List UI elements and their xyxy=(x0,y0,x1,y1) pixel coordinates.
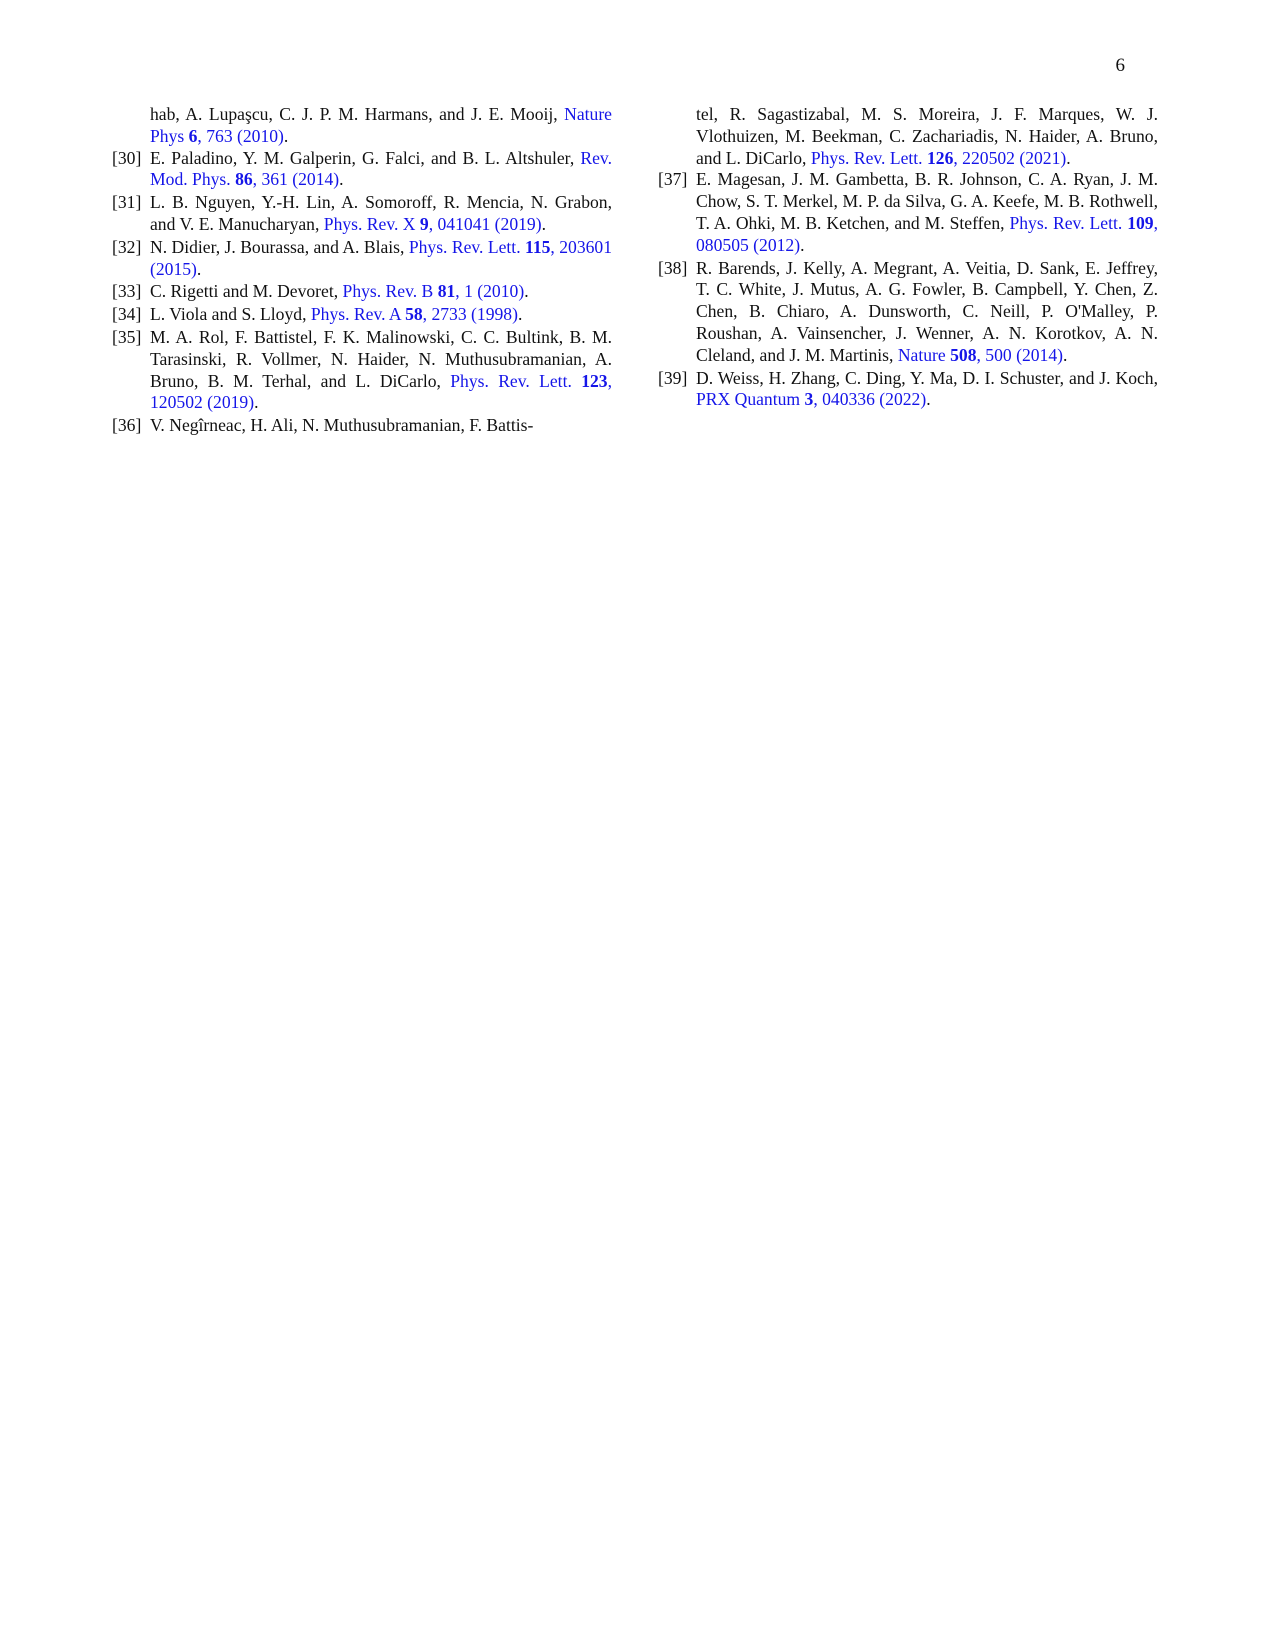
reference-authors: tel, R. Sagastizabal, M. S. Moreira, J. F. Marques, W. J. Vlothuizen, M. Beekman, C. Zachariadis, N. Haider, A. Bruno, and L. DiCarlo, xyxy=(696,104,1158,168)
reference-entry: [35] M. A. Rol, F. Battistel, F. K. Malinowski, C. C. Bultink, B. M. Tarasinski, R. Vollmer, N. Haider, N. Muthusubramanian, A. Bruno, B. M. Terhal, and L. DiCarlo, Phys. Rev. Lett. 123, 120502 (2019). xyxy=(112,326,612,413)
reference-authors: E. Paladino, Y. M. Galperin, G. Falci, and B. L. Altshuler, xyxy=(150,147,581,168)
reference-number: [39] xyxy=(658,367,688,388)
reference-link[interactable]: Phys. Rev. X 9, 041041 (2019) xyxy=(323,213,542,234)
reference-number: [36] xyxy=(112,415,142,436)
reference-link[interactable]: Phys. Rev. Lett. 123, 120502 (2019) xyxy=(150,370,612,413)
reference-number: [35] xyxy=(112,326,142,347)
reference-continuation: hab, A. Lupaşcu, C. J. P. M. Harmans, and J. E. Mooij, Nature Phys 6, 763 (2010). xyxy=(150,104,612,146)
reference-number: [34] xyxy=(112,304,142,325)
reference-entry: [34] L. Viola and S. Lloyd, Phys. Rev. A 58, 2733 (1998). xyxy=(112,304,523,325)
reference-number: [32] xyxy=(112,236,142,257)
references-right-column xyxy=(658,104,1158,411)
reference-entry: [31] L. B. Nguyen, Y.-H. Lin, A. Somoroff, R. Mencia, N. Grabon, and V. E. Manucharyan, Phys. Rev. X 9, 041041 (2019). xyxy=(112,192,612,234)
reference-entry: [37] E. Magesan, J. M. Gambetta, B. R. Johnson, C. A. Ryan, J. M. Chow, S. T. Merkel, M. P. da Silva, G. A. Keefe, M. B. Rothwell, T. A. Ohki, M. B. Ketchen, and M. Steffen, Phys. Rev. Lett. 109, 080505 (2012). xyxy=(658,169,1158,255)
reference-entry: [39] D. Weiss, H. Zhang, C. Ding, Y. Ma, D. I. Schuster, and J. Koch, PRX Quantum 3, 040336 (2022). xyxy=(658,367,1158,410)
reference-number: [33] xyxy=(112,281,142,302)
reference-authors: R. Barends, J. Kelly, A. Megrant, A. Veitia, D. Sank, E. Jeffrey, T. C. White, J. Mutus, A. G. Fowler, B. Campbell, Y. Chen, Z. Chen, B. Chiaro, A. Dunsworth, C. Neill, P. O'Malley, P. Roushan, A. Vainsencher, J. Wenner, A. N. Korotkov, A. N. Cleland, and J. M. Martinis, xyxy=(696,257,1158,365)
reference-entry: [32] N. Didier, J. Bourassa, and A. Blais, Phys. Rev. Lett. 115, 203601 (2015). xyxy=(112,236,613,279)
reference-number: [30] xyxy=(112,147,142,168)
reference-authors: M. A. Rol, F. Battistel, F. K. Malinowski, C. C. Bultink, B. M. Tarasinski, R. Vollmer, N. Haider, N. Muthusubramanian, A. Bruno, B. M. Terhal, and L. DiCarlo, xyxy=(150,326,612,391)
reference-number: [31] xyxy=(112,192,142,213)
reference-authors: L. Viola and S. Lloyd, xyxy=(150,304,311,325)
reference-link[interactable]: Nature Phys 6, 763 (2010) xyxy=(150,104,612,146)
reference-authors: N. Didier, J. Bourassa, and A. Blais, xyxy=(150,236,409,257)
reference-link[interactable]: Phys. Rev. Lett. 126, 220502 (2021) xyxy=(810,147,1067,168)
reference-link[interactable]: Nature 508, 500 (2014) xyxy=(897,344,1063,365)
reference-entry: [33] C. Rigetti and M. Devoret, Phys. Rev. B 81, 1 (2010). xyxy=(112,281,529,302)
reference-entry xyxy=(112,415,612,437)
reference-link[interactable]: Phys. Rev. B 81, 1 (2010) xyxy=(342,281,525,302)
page-number: 6 xyxy=(1115,55,1125,76)
reference-authors: C. Rigetti and M. Devoret, xyxy=(150,281,343,302)
reference-continuation: tel, R. Sagastizabal, M. S. Moreira, J. F. Marques, W. J. Vlothuizen, M. Beekman, C. Zachariadis, N. Haider, A. Bruno, and L. DiCarlo, Phys. Rev. Lett. 126, 220502 (2021). xyxy=(696,104,1158,168)
reference-link[interactable]: Phys. Rev. A 58, 2733 (1998) xyxy=(310,304,518,325)
reference-entry: [38] R. Barends, J. Kelly, A. Megrant, A. Veitia, D. Sank, E. Jeffrey, T. C. White, J. Mutus, A. G. Fowler, B. Campbell, Y. Chen, Z. Chen, B. Chiaro, A. Dunsworth, C. Neill, P. O'Malley, P. Roushan, A. Vainsencher, J. Wenner, A. N. Korotkov, A. N. Cleland, and J. M. Martinis, Nature 508, 500 (2014). xyxy=(658,257,1158,365)
reference-entry: [30] E. Paladino, Y. M. Galperin, G. Falci, and B. L. Altshuler, Rev. Mod. Phys. 86, 361 (2014). xyxy=(112,147,612,190)
reference-authors: V. Negîrneac, H. Ali, N. Muthusubramanian, F. Battis- xyxy=(150,415,534,436)
reference-link[interactable]: Rev. Mod. Phys. 86, 361 (2014) xyxy=(150,147,612,190)
reference-authors: D. Weiss, H. Zhang, C. Ding, Y. Ma, D. I. Schuster, and J. Koch, xyxy=(696,367,1158,388)
reference-link[interactable]: PRX Quantum 3, 040336 (2022) xyxy=(696,389,927,410)
reference-number: [38] xyxy=(658,257,688,278)
reference-number: [37] xyxy=(658,169,688,190)
reference-authors: hab, A. Lupaşcu, C. J. P. M. Harmans, and J. E. Mooij, xyxy=(150,104,565,124)
reference-link[interactable]: Phys. Rev. Lett. 109, 080505 (2012) xyxy=(696,212,1158,255)
reference-authors: E. Magesan, J. M. Gambetta, B. R. Johnson, C. A. Ryan, J. M. Chow, S. T. Merkel, M. P. da Silva, G. A. Keefe, M. B. Rothwell, T. A. Ohki, M. B. Ketchen, and M. Steffen, xyxy=(696,169,1158,233)
references-left-column xyxy=(112,104,612,437)
reference-authors: L. B. Nguyen, Y.-H. Lin, A. Somoroff, R. Mencia, N. Grabon, and V. E. Manucharyan, xyxy=(150,192,612,234)
reference-link[interactable]: Phys. Rev. Lett. 115, 203601 (2015) xyxy=(150,236,613,279)
